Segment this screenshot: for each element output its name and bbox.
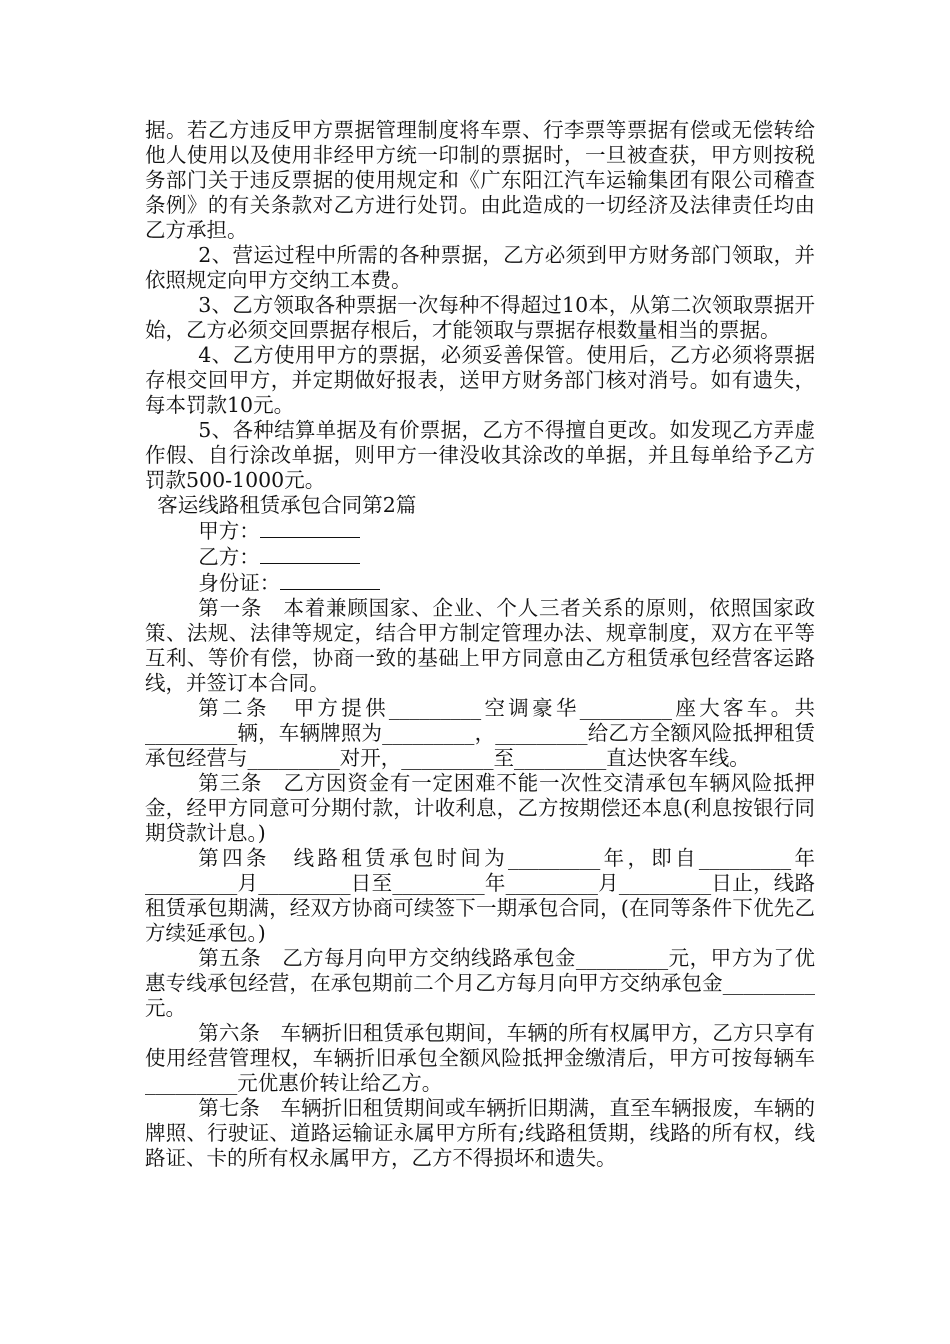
party-b-label: 乙方： [198, 545, 260, 569]
party-a-blank [260, 518, 360, 538]
item-3-paragraph: 3、乙方领取各种票据一次每种不得超过10本，从第二次领取票据开始，乙方必须交回票据存根后，才能领取与票据存根数量相当的票据。 [145, 293, 815, 342]
article-2-paragraph: 第二条 甲方提供_________空调豪华_________座大客车。共_________辆，车辆牌照为_________，_________给乙方全额风险抵押租赁承包经营与_________对开，_________至_________直达快客车线。 [145, 696, 815, 770]
party-b-field [145, 544, 815, 570]
item-5-paragraph: 5、各种结算单据及有价票据，乙方不得擅自更改。如发现乙方弄虚作假、自行涂改单据，则甲方一律没收其涂改的单据，并且每单给予乙方罚款500-1000元。 [145, 418, 815, 492]
article-7-paragraph: 第七条 车辆折旧租赁期间或车辆折旧期满，直至车辆报废，车辆的牌照、行驶证、道路运输证永属甲方所有;线路租赁期，线路的所有权，线路证、卡的所有权永属甲方，乙方不得损坏和遗失。 [145, 1096, 815, 1170]
document-page [145, 118, 815, 1171]
party-a-label: 甲方： [198, 519, 260, 543]
id-field [145, 570, 815, 596]
article-3-paragraph: 第三条 乙方因资金有一定困难不能一次性交清承包车辆风险抵押金，经甲方同意可分期付款，计收利息，乙方按期偿还本息(利息按银行同期贷款计息。) [145, 771, 815, 845]
item-4-paragraph: 4、乙方使用甲方的票据，必须妥善保管。使用后，乙方必须将票据存根交回甲方，并定期做好报表，送甲方财务部门核对消号。如有遗失，每本罚款10元。 [145, 343, 815, 417]
id-label: 身份证： [198, 571, 281, 595]
intro-paragraph: 据。若乙方违反甲方票据管理制度将车票、行李票等票据有偿或无偿转给他人使用以及使用非经甲方统一印制的票据时，一旦被查获，甲方则按税务部门关于违反票据的使用规定和《广东阳江汽车运输集团有限公司稽查条例》的有关条款对乙方进行处罚。由此造成的一切经济及法律责任均由乙方承担。 [145, 118, 815, 242]
article-6-paragraph: 第六条 车辆折旧租赁承包期间，车辆的所有权属甲方，乙方只享有使用经营管理权，车辆折旧承包全额风险抵押金缴清后，甲方可按每辆车_________元优惠价转让给乙方。 [145, 1021, 815, 1095]
article-1-paragraph: 第一条 本着兼顾国家、企业、个人三者关系的原则，依照国家政策、法规、法律等规定，结合甲方制定管理办法、规章制度，双方在平等互利、等价有偿，协商一致的基础上甲方同意由乙方租赁承包经营客运路线，并签订本合同。 [145, 596, 815, 695]
section-title: 客运线路租赁承包合同第2篇 [157, 493, 417, 517]
party-a-field [145, 518, 815, 544]
article-5-paragraph: 第五条 乙方每月向甲方交纳线路承包金_________元，甲方为了优惠专线承包经营，在承包期前二个月乙方每月向甲方交纳承包金_________元。 [145, 946, 815, 1020]
item-2-paragraph: 2、营运过程中所需的各种票据，乙方必须到甲方财务部门领取，并依照规定向甲方交纳工本费。 [145, 243, 815, 292]
id-blank [280, 570, 380, 590]
article-4-paragraph: 第四条 线路租赁承包时间为_________年，即自_________年_________月_________日至_________年_________月_________日止，线路租赁承包期满，经双方协商可续签下一期承包合同，(在同等条件下优先乙方续延承包。) [145, 846, 815, 945]
party-b-blank [260, 544, 360, 564]
